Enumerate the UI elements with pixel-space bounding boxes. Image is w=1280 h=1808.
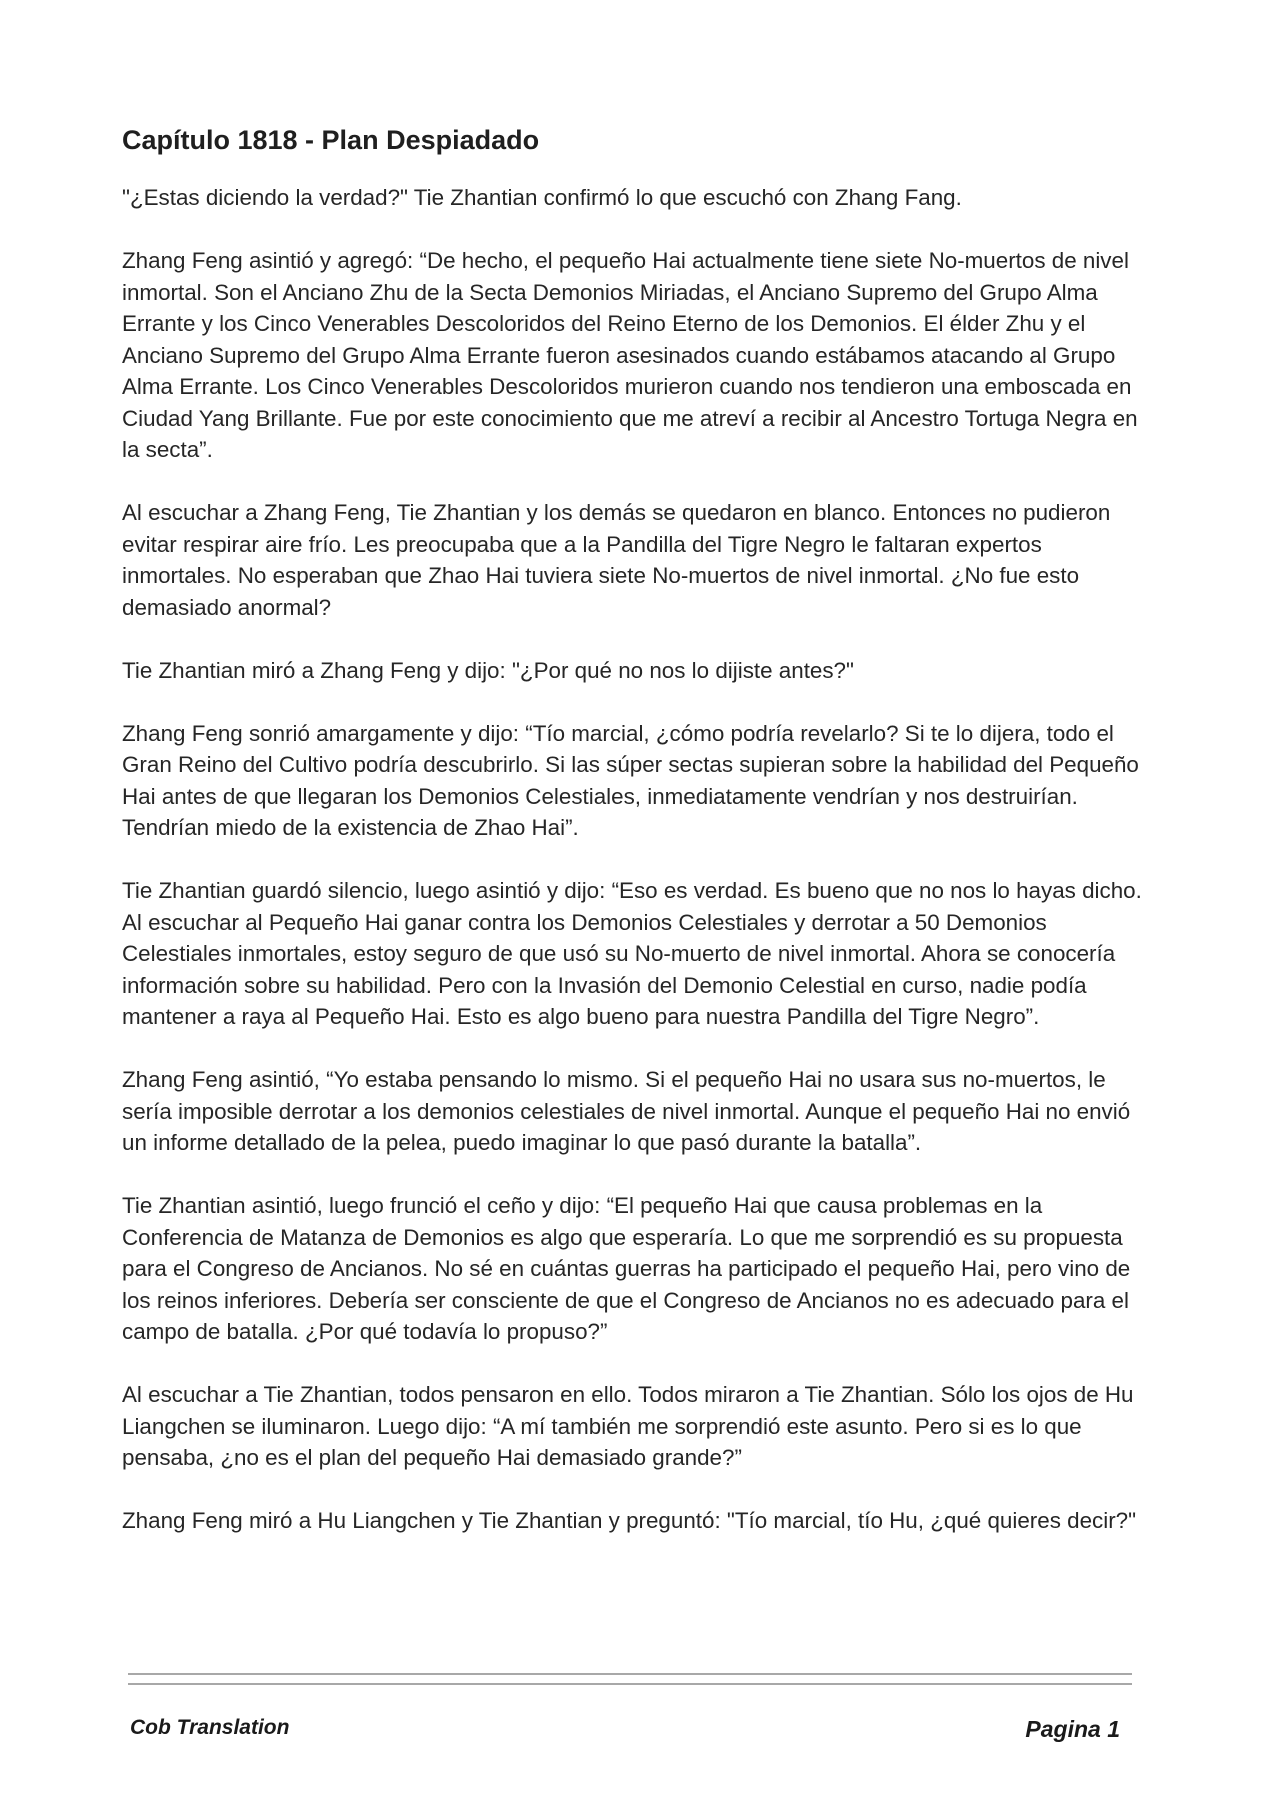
paragraph: "¿Estas diciendo la verdad?" Tie Zhantian confirmó lo que escuchó con Zhang Fang. bbox=[122, 185, 962, 210]
footer-translator-name: Cob Translation bbox=[130, 1716, 290, 1739]
footer-divider-top bbox=[128, 1673, 1132, 1675]
document-body bbox=[122, 120, 1142, 1568]
paragraph: Zhang Feng sonrió amargamente y dijo: “Tío marcial, ¿cómo podría revelarlo? Si te lo dijera, todo el Gran Reino del Cultivo podría descubrirlo. Si las súper sectas supieran sobre la habilidad del Pequeño Hai antes de que llegaran los Demonios Celestiales, inmediatamente vendrían y nos destruirían. Tendrían miedo de la existencia de Zhao Hai”. bbox=[122, 720, 1139, 840]
paragraph: Tie Zhantian miró a Zhang Feng y dijo: "¿Por qué no nos lo dijiste antes?" bbox=[122, 657, 854, 683]
paragraph: Zhang Feng asintió y agregó: “De hecho, el pequeño Hai actualmente tiene siete No-muertos de nivel inmortal. Son el Anciano Zhu de la Secta Demonios Miriadas, el Anciano Supremo del Grupo Alma Errante y los Cinco Venerables Descoloridos del Reino Eterno de los Demonios. El élder Zhu y el Anciano Supremo del Grupo Alma Errante fueron asesinados cuando estábamos atacando al Grupo Alma Errante. Los Cinco Venerables Descoloridos murieron cuando nos tendieron una emboscada en Ciudad Yang Brillante. Fue por este conocimiento que me atreví a recibir al Ancestro Tortuga Negra en la secta”. bbox=[122, 248, 1138, 462]
footer-page-number: Pagina 1 bbox=[1025, 1716, 1120, 1742]
paragraph: Al escuchar a Zhang Feng, Tie Zhantian y los demás se quedaron en blanco. Entonces no pudieron evitar respirar aire frío. Les preocupaba que a la Pandilla del Tigre Negro le faltaran expertos inmortales. No esperaban que Zhao Hai tuviera siete No-muertos de nivel inmortal. ¿No fue esto demasiado anormal? bbox=[122, 500, 1111, 620]
chapter-title: Capítulo 1818 - Plan Despiadado bbox=[122, 125, 540, 155]
paragraph: Tie Zhantian asintió, luego frunció el ceño y dijo: “El pequeño Hai que causa problemas en la Conferencia de Matanza de Demonios es algo que esperaría. Lo que me sorprendió es su propuesta para el Congreso de Ancianos. No sé en cuántas guerras ha participado el pequeño Hai, pero vino de los reinos inferiores. Debería ser consciente de que el Congreso de Ancianos no es adecuado para el campo de batalla. ¿Por qué todavía lo propuso?” bbox=[122, 1193, 1131, 1344]
footer-divider-bottom bbox=[128, 1683, 1132, 1685]
paragraph: Al escuchar a Tie Zhantian, todos pensaron en ello. Todos miraron a Tie Zhantian. Sólo los ojos de Hu Liangchen se iluminaron. Luego dijo: “A mí también me sorprendió este asunto. Pero si es lo que pensaba, ¿no es el plan del pequeño Hai demasiado grande?” bbox=[122, 1382, 1134, 1470]
paragraph: Zhang Feng miró a Hu Liangchen y Tie Zhantian y preguntó: "Tío marcial, tío Hu, ¿qué quieres decir?" bbox=[122, 1508, 1137, 1533]
paragraph: Zhang Feng asintió, “Yo estaba pensando lo mismo. Si el pequeño Hai no usara sus no-muertos, le sería imposible derrotar a los demonios celestiales de nivel inmortal. Aunque el pequeño Hai no envió un informe detallado de la pelea, puedo imaginar lo que pasó durante la batalla”. bbox=[122, 1067, 1131, 1155]
paragraph: Tie Zhantian guardó silencio, luego asintió y dijo: “Eso es verdad. Es bueno que no nos lo hayas dicho. Al escuchar al Pequeño Hai ganar contra los Demonios Celestiales y derrotar a 50 Demonios Celestiales inmortales, estoy seguro de que usó su No-muerto de nivel inmortal. Ahora se conocería información sobre su habilidad. Pero con la Invasión del Demonio Celestial en curso, nadie podía mantener a raya al Pequeño Hai. Esto es algo bueno para nuestra Pandilla del Tigre Negro”. bbox=[122, 878, 1142, 1029]
